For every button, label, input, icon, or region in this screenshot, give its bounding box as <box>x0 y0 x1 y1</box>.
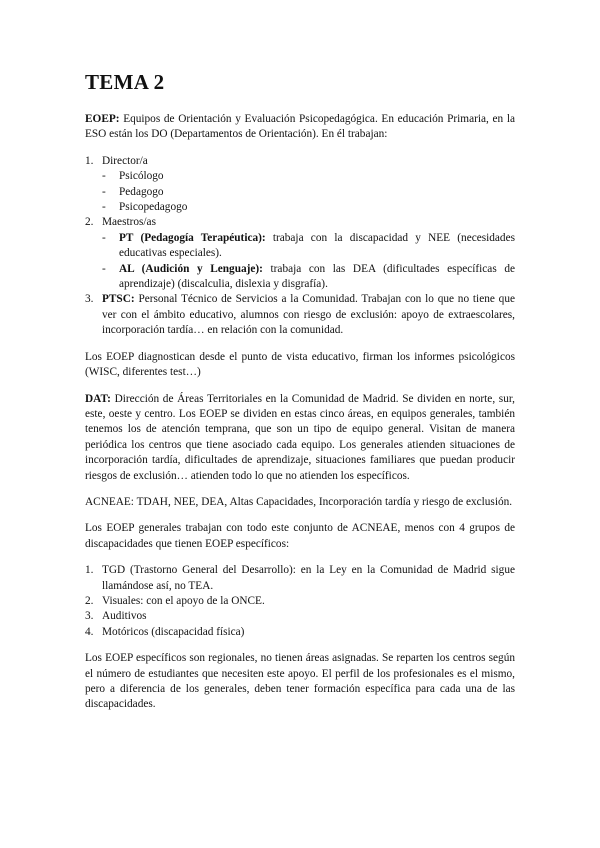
list-item-text: Maestros/as <box>102 216 156 229</box>
paragraph-text: Dirección de Áreas Territoriales en la Comunidad de Madrid. Se dividen en norte, sur, este, oeste y centro. Los EOEP se dividen en estas cinco áreas, en equipos generales, también tenemos los de atención temprana, que son un tipo de equipo general. Visitan de manera periódica los centros que tiene asociado cada equipo. Los generales atienden situaciones de incorporación tardía, dificultades de aprendizaje, situaciones familiares que puedan producir riesgos de exclusión… atienden todo lo que no atienden los específicos. <box>85 392 515 482</box>
paragraph-acneae: ACNEAE: TDAH, NEE, DEA, Altas Capacidades, Incorporación tardía y riesgo de exclusión. <box>85 495 513 508</box>
paragraph-dat <box>85 392 515 484</box>
sub-item-text: Pedagogo <box>119 185 164 198</box>
document-page <box>85 70 515 713</box>
list-item-text: Auditivos <box>102 610 147 623</box>
list-number: 2. <box>85 216 94 229</box>
sub-list-item <box>85 169 515 184</box>
paragraph-text: Equipos de Orientación y Evaluación Psicopedagógica. En educación Primaria, en la ESO están los DO (Departamentos de Orientación). En él trabajan: <box>85 113 515 141</box>
term-al: AL (Audición y Lenguaje): <box>119 262 263 275</box>
list-item-text: TGD (Trastorno General del Desarrollo): en la Ley en la Comunidad de Madrid sigue llamándose así, no TEA. <box>102 564 515 592</box>
disability-list <box>85 563 515 640</box>
dash-bullet: - <box>102 201 106 214</box>
list-number: 3. <box>85 293 94 306</box>
sub-list-item <box>85 185 515 200</box>
paragraph-specific-teams: Los EOEP específicos son regionales, no tienen áreas asignadas. Se reparten los centros según el número de estudiantes que necesiten este apoyo. El perfil de los profesionales es el mismo, pero a diferencia de los generales, deben tener formación específica para cada una de las discapacidades. <box>85 652 515 711</box>
list-item-text: Personal Técnico de Servicios a la Comunidad. Trabajan con lo que no tiene que ver con el ámbito educativo, alumnos con riesgo de exclusión: apoyo de extraescolares, incorporación tardía… en relación con la comunidad. <box>102 293 515 337</box>
page-title: TEMA 2 <box>85 70 165 94</box>
list-number: 3. <box>85 610 94 623</box>
list-number: 2. <box>85 594 94 607</box>
sub-list-item <box>85 200 515 215</box>
term-eoep: EOEP: <box>85 113 120 125</box>
sub-list-item <box>85 262 515 293</box>
term-dat: DAT: <box>85 392 111 405</box>
list-item <box>85 215 515 230</box>
term-ptsc: PTSC: <box>102 293 135 306</box>
paragraph-eoep <box>85 112 515 143</box>
sub-item-text: trabaja con las DEA (dificultades específicas de aprendizaje) (discalculia, dislexia y disgrafía). <box>119 262 515 291</box>
list-item <box>85 563 515 594</box>
sub-item-text: trabaja con la discapacidad y NEE (necesidades educativas especiales). <box>119 231 515 260</box>
sub-item-text: Psicólogo <box>119 170 164 183</box>
list-number: 1. <box>85 154 94 167</box>
list-number: 1. <box>85 564 94 577</box>
list-item <box>85 594 515 609</box>
staff-list <box>85 154 515 339</box>
list-item-text: Director/a <box>102 154 148 167</box>
dash-bullet: - <box>102 185 106 198</box>
list-item-text: Motóricos (discapacidad física) <box>102 625 245 638</box>
paragraph-diagnosis: Los EOEP diagnostican desde el punto de vista educativo, firman los informes psicológicos (WISC, diferentes test…) <box>85 350 515 379</box>
dash-bullet: - <box>102 231 106 244</box>
sub-list-item <box>85 231 515 262</box>
list-number: 4. <box>85 625 94 638</box>
list-item <box>85 292 515 338</box>
list-item <box>85 625 515 640</box>
list-item <box>85 154 515 169</box>
term-pt: PT (Pedagogía Terapéutica): <box>119 231 266 244</box>
sub-item-text: Psicopedagogo <box>119 201 188 214</box>
list-item <box>85 609 515 624</box>
paragraph-general-teams: Los EOEP generales trabajan con todo este conjunto de ACNEAE, menos con 4 grupos de discapacidades que tienen EOEP específicos: <box>85 522 515 550</box>
dash-bullet: - <box>102 262 106 275</box>
dash-bullet: - <box>102 170 106 183</box>
list-item-text: Visuales: con el apoyo de la ONCE. <box>102 594 265 607</box>
